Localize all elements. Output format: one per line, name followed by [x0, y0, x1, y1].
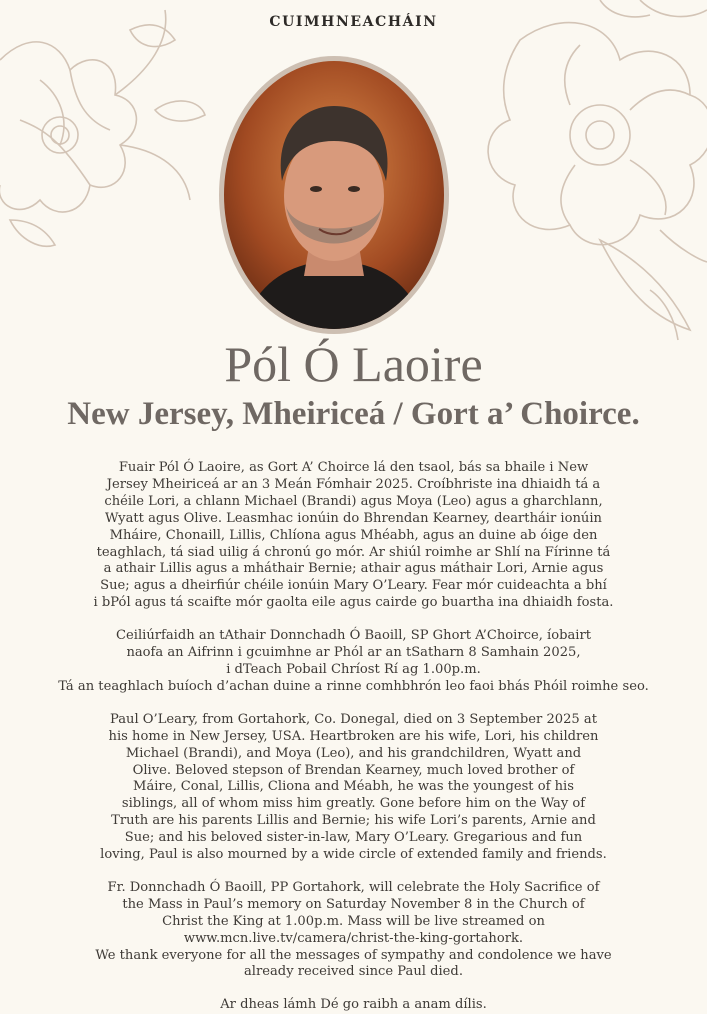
flower-top-left-icon	[0, 10, 205, 246]
english-paragraph-2: Fr. Donnchadh Ó Baoill, PP Gortahork, will celebrate the Holy Sacrifice of the Mass in Paul’s memory on Saturday November 8 in the Church of Christ the King at 1.00p.m. Mass will be live streamed on www.mcn.live.tv/camera/christ-the-king-gortahork. We thank everyone for all the messages of sympathy and condolence we have already received since Paul died.	[40, 880, 667, 981]
livestream-link: www.mcn.live.tv/camera/christ-the-king-gortahork.	[183, 930, 524, 946]
english-paragraph-1: Paul O’Leary, from Gortahork, Co. Donegal, died on 3 September 2025 at his home in New Jersey, USA. Heartbroken are his wife, Lori, his children Michael (Brandi), and Moya (Leo), and his grandchildren, Wyatt and Olive. Beloved stepson of Brendan Kearney, much loved brother of Máire, Conal, Lillis, Cliona and Méabh, he was the youngest of his siblings, all of whom miss him greatly. Gone before him on the Way of Truth are his parents Lillis and Bernie; his wife Lori’s parents, Arnie and Sue; and his beloved sister-in-law, Mary O’Leary. Gregarious and fun loving, Paul is also mourned by a wide circle of extended family and friends.	[100, 711, 607, 863]
memorial-header: CUIMHNEACHÁIN	[269, 14, 438, 30]
deceased-name: Pól Ó Laoire	[224, 336, 483, 392]
portrait-photo	[224, 61, 444, 329]
flower-top-right-icon	[488, 0, 707, 340]
deceased-places: New Jersey, Mheiriceá / Gort a’ Choirce.	[67, 396, 640, 432]
closing-blessing: Ar dheas lámh Dé go raibh a anam dílis.	[220, 997, 487, 1013]
obituary-text	[40, 460, 667, 1014]
irish-paragraph-1: Fuair Pól Ó Laoire, as Gort A’ Choirce lá den tsaol, bás sa bhaile i New Jersey Mheiriceá ar an 3 Meán Fómhair 2025. Croíbhriste ina dhiaidh tá a chéile Lori, a chlann Michael (Brandi) agus Moya (Leo) agus a gharchlann, Wyatt agus Olive. Leasmhac ionúin do Bhrendan Kearney, deartháir ionúin Mháire, Chonaill, Lillis, Chlíona agus Mhéabh, agus an duine ab óige den teaghlach, tá siad uilig á chronú go mór. Ar shiúl roimhe ar Shlí na Fírinne tá a athair Lillis agus a mháthair Bernie; athair agus máthair Lori, Arnie agus Sue; agus a dheirfiúr chéile ionúin Mary O’Leary. Fear mór cuideachta a bhí i bPól agus tá scaifte mór gaolta eile agus cairde go buartha ina dhiaidh fosta.	[93, 460, 614, 611]
irish-paragraph-2: Ceiliúrfaidh an tAthair Donnchadh Ó Baoill, SP Ghort A’Choirce, íobairt naofa an Aifrinn i gcuimhne ar Phól ar an tSatharn 8 Samhain 2025, i dTeach Pobail Chríost Rí ag 1.00p.m. Tá an teaghlach buíoch d’achan duine a rinne comhbhrón leo faoi bhás Phóil roimhe seo.	[58, 628, 649, 694]
